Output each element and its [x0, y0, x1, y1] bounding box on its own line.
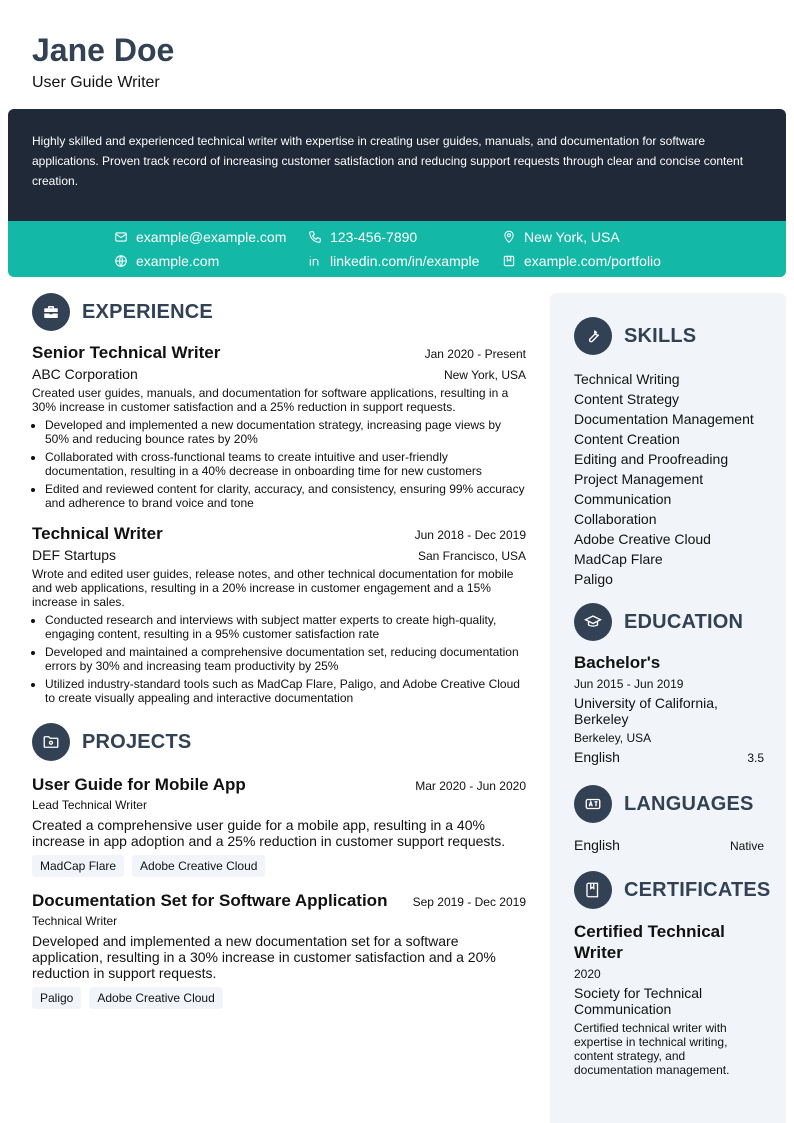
- project-dates: Sep 2019 - Dec 2019: [412, 895, 526, 909]
- job-entry: [32, 524, 526, 705]
- school-location: Berkeley, USA: [574, 731, 652, 745]
- location-pin-icon: [502, 230, 516, 244]
- job-title: Technical Writer: [32, 524, 163, 543]
- language-name: English: [574, 837, 620, 853]
- summary-text: Highly skilled and experienced technical writer with expertise in creating user guides, manuals, and documentation for software applications. Proven track record of increasing customer satisfaction and reducing support requests through clear and concise content creation.: [32, 134, 744, 188]
- language-level: Native: [729, 839, 764, 853]
- skill-item: MadCap Flare: [574, 551, 663, 567]
- phone-icon: [308, 230, 322, 244]
- candidate-name: Jane Doe: [32, 32, 175, 68]
- job-title: Senior Technical Writer: [32, 343, 221, 362]
- school-name: University of California, Berkeley: [574, 695, 718, 727]
- wrench-icon: [574, 317, 612, 355]
- job-company: ABC Corporation: [32, 366, 138, 382]
- job-company: DEF Startups: [32, 547, 117, 563]
- candidate-title: User Guide Writer: [32, 74, 160, 91]
- education-header: [574, 603, 764, 641]
- skills-header: [574, 317, 764, 355]
- project-description: Developed and implemented a new documentation set for a software application, resulting in a 30% increase in customer satisfaction and a 20% reduction in support requests.: [32, 933, 496, 981]
- job-dates: Jun 2018 - Dec 2019: [414, 528, 526, 542]
- phone-text: 123-456-7890: [330, 229, 418, 245]
- job-dates: Jan 2020 - Present: [424, 347, 526, 361]
- language-item: [574, 837, 764, 853]
- skill-item: Editing and Proofreading: [574, 451, 729, 467]
- linkedin-text: linkedin.com/in/example: [330, 253, 480, 269]
- skill-item: Paligo: [574, 571, 613, 587]
- tag: Paligo: [32, 987, 81, 1009]
- job-bullet: • Edited and reviewed content for clarity, accuracy, and consistency, ensuring 99% accuracy and adherence to brand voice and tone: [45, 482, 526, 510]
- skills-list: [574, 369, 764, 589]
- experience-header: [32, 293, 526, 331]
- skill-item: Content Creation: [574, 431, 680, 447]
- skill-item: Project Management: [574, 471, 704, 487]
- project-description: Created a comprehensive user guide for a mobile app, resulting in a 40% increase in app adoption and a 25% reduction in customer support requests.: [32, 817, 506, 849]
- certificate-issuer: Society for Technical Communication: [574, 985, 703, 1017]
- job-location: New York, USA: [443, 368, 526, 382]
- contact-website[interactable]: [114, 253, 219, 269]
- skills-title: SKILLS: [624, 324, 697, 347]
- email-text: example@example.com: [136, 229, 287, 245]
- experience-title: EXPERIENCE: [82, 300, 213, 323]
- job-description: Created user guides, manuals, and documentation for software applications, resulting in a 30% increase in customer satisfaction and a 25% reduction in support requests.: [32, 386, 509, 414]
- project-title: Documentation Set for Software Application: [32, 891, 388, 910]
- resume-header: [32, 30, 174, 92]
- certificate-entry: [574, 921, 764, 1077]
- projects-title: PROJECTS: [82, 730, 192, 753]
- contact-bar: [8, 221, 786, 277]
- field-of-study: English: [574, 749, 620, 765]
- project-title: User Guide for Mobile App: [32, 775, 246, 794]
- education-dates: Jun 2015 - Jun 2019: [574, 677, 684, 691]
- mail-icon: [114, 230, 128, 244]
- project-entry: [32, 775, 526, 877]
- skill-item: Technical Writing: [574, 371, 680, 387]
- skill-item: Content Strategy: [574, 391, 680, 407]
- languages-header: [574, 785, 764, 823]
- job-bullet: • Developed and implemented a new documentation strategy, increasing page views by 50% and reducing bounce rates by 20%: [45, 418, 526, 446]
- job-description: Wrote and edited user guides, release notes, and other technical documentation for mobile and web applications, resulting in a 20% increase in customer engagement and a 15% increase in sales.: [32, 567, 514, 609]
- tag: Adobe Creative Cloud: [89, 987, 222, 1009]
- certificate-description: Certified technical writer with expertise in technical writing, content strategy, and documentation management.: [574, 1021, 730, 1077]
- linkedin-icon: [308, 254, 322, 268]
- translate-icon: [574, 785, 612, 823]
- contact-location: [502, 229, 620, 245]
- job-entry: [32, 343, 526, 510]
- education-entry: [574, 653, 764, 765]
- job-location: San Francisco, USA: [417, 549, 526, 563]
- degree: Bachelor's: [574, 653, 661, 672]
- project-tags: [32, 987, 526, 1009]
- projects-header: [32, 723, 526, 761]
- skill-item: Documentation Management: [574, 411, 754, 427]
- location-text: New York, USA: [524, 229, 620, 245]
- summary-panel: [8, 109, 786, 221]
- briefcase-icon: [32, 293, 70, 331]
- contact-phone[interactable]: [308, 229, 417, 245]
- job-bullet: • Conducted research and interviews with subject matter experts to create high-quality, engaging content, resulting in a 95% customer satisfaction rate: [45, 613, 526, 641]
- job-bullet: • Utilized industry-standard tools such as MadCap Flare, Paligo, and Adobe Creative Cloud to create visually appealing and interactive documentation: [45, 677, 526, 705]
- book-icon: [574, 871, 612, 909]
- job-bullet: • Developed and maintained a comprehensive documentation set, reducing documentation errors by 30% and increasing team productivity by 25%: [45, 645, 526, 673]
- certificates-header: [574, 871, 771, 909]
- globe-icon: [114, 254, 128, 268]
- job-bullets: [32, 613, 526, 705]
- education-title: EDUCATION: [624, 610, 744, 633]
- tag: MadCap Flare: [32, 855, 124, 877]
- gpa: 3.5: [747, 751, 764, 765]
- website-text: example.com: [136, 253, 220, 269]
- languages-title: LANGUAGES: [624, 792, 754, 815]
- project-entry: [32, 891, 526, 1009]
- contact-linkedin[interactable]: [308, 253, 479, 269]
- portfolio-icon: [502, 254, 516, 268]
- job-bullet: • Collaborated with cross-functional teams to create intuitive and user-friendly documentation, resulting in a 40% decrease in onboarding time for new customers: [45, 450, 526, 478]
- contact-email[interactable]: [114, 229, 286, 245]
- graduation-cap-icon: [574, 603, 612, 641]
- job-bullets: [32, 418, 526, 510]
- certificates-title: CERTIFICATES: [624, 878, 771, 901]
- tag: Adobe Creative Cloud: [132, 855, 265, 877]
- skill-item: Communication: [574, 491, 672, 507]
- sidebar-column: [550, 293, 786, 1123]
- certificate-title: Certified Technical Writer: [574, 922, 725, 962]
- skill-item: Collaboration: [574, 511, 657, 527]
- portfolio-text: example.com/portfolio: [524, 253, 661, 269]
- project-role: Lead Technical Writer: [32, 798, 147, 812]
- certificate-year: 2020: [574, 967, 601, 981]
- skill-item: Adobe Creative Cloud: [574, 531, 711, 547]
- main-column: [32, 293, 526, 1009]
- project-tags: [32, 855, 526, 877]
- project-dates: Mar 2020 - Jun 2020: [415, 779, 526, 793]
- project-role: Technical Writer: [32, 914, 118, 928]
- contact-portfolio[interactable]: [502, 253, 661, 269]
- folder-icon: [32, 723, 70, 761]
